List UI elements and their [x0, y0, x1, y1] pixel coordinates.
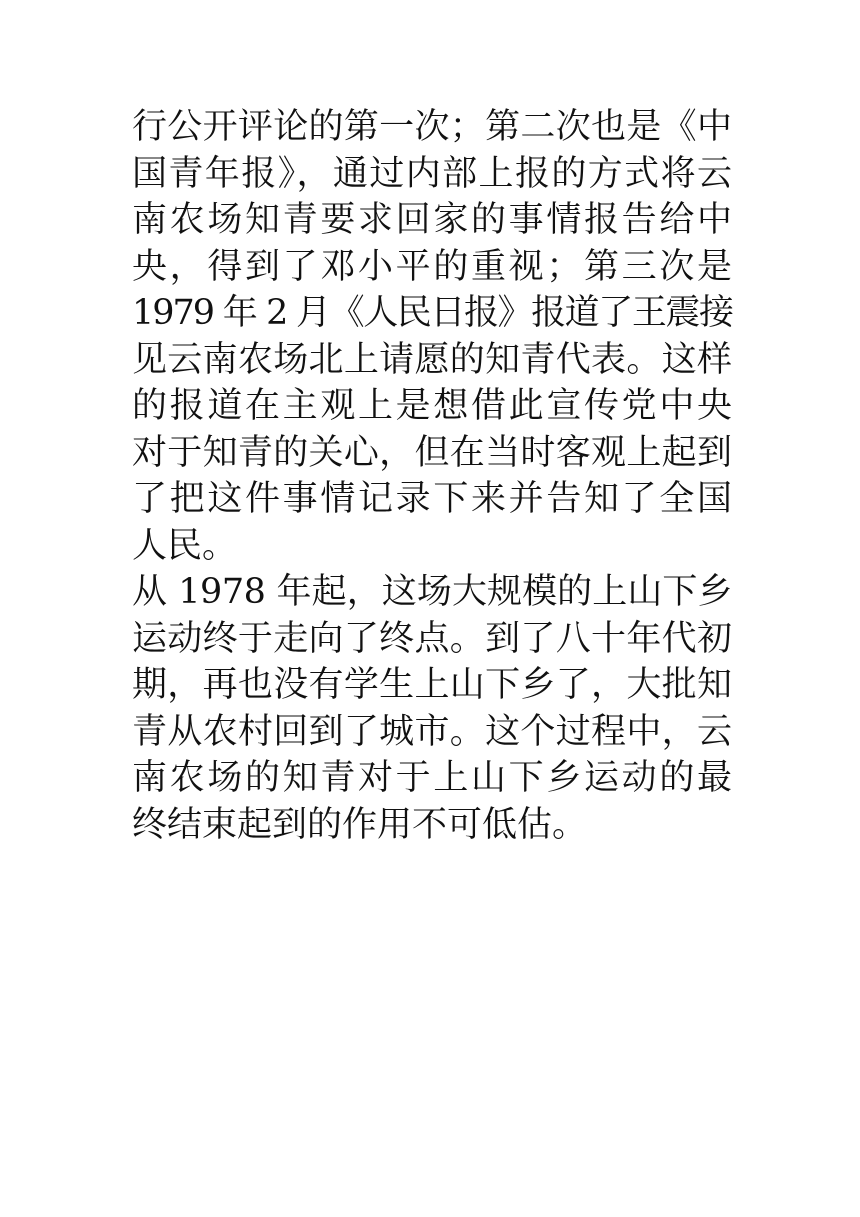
text-line: 的报道在主观上是想借此宣传党中央	[132, 386, 732, 426]
text-line: 青从农村回到了城市。这个过程中，云	[132, 711, 732, 752]
text-line: 了把这件事情记录下来并告知了全国	[132, 479, 732, 519]
paragraph-2	[132, 569, 732, 848]
text-line: 国青年报》，通过内部上报的方式将云	[132, 153, 732, 194]
text-line: 1979 年 2 月《人民日报》报道了王震接	[132, 293, 732, 333]
text-line: 终结束起到的作用不可低估。	[132, 804, 588, 845]
text-line: 行公开评论的第一次；第二次也是《中	[132, 107, 732, 147]
text-line: 南农场知青要求回家的事情报告给中	[132, 200, 732, 240]
text-line: 人民。	[132, 525, 238, 566]
paragraph-1	[132, 104, 732, 569]
text-line: 期，再也没有学生上山下乡了，大批知	[132, 665, 732, 705]
text-line: 央，得到了邓小平的重视；第三次是	[132, 246, 732, 287]
text-line: 对于知青的关心，但在当时客观上起到	[132, 432, 732, 473]
text-line: 南农场的知青对于上山下乡运动的最	[132, 758, 732, 798]
text-line: 运动终于走向了终点。到了八十年代初	[132, 618, 732, 659]
text-line: 见云南农场北上请愿的知青代表。这样	[132, 339, 732, 380]
body-text	[132, 104, 732, 848]
text-line: 从 1978 年起，这场大规模的上山下乡	[132, 572, 732, 612]
